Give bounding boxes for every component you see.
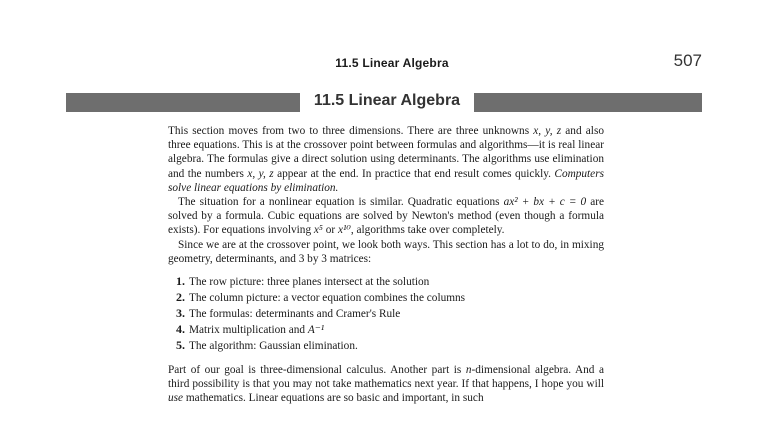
list-item: [176, 306, 604, 322]
paragraph-nonlinear: [168, 195, 604, 238]
text-run: The situation for a nonlinear equation is similar. Quadratic equations: [178, 196, 504, 209]
paragraph-goals: [168, 363, 604, 406]
text-run: mathematics. Linear equations are so basic and important, in such: [183, 392, 484, 405]
math-quadratic: ax² + bx + c = 0: [503, 196, 587, 209]
text-run: or: [322, 224, 338, 237]
list-number: 5.: [176, 338, 185, 353]
math-inverse: A⁻¹: [307, 324, 325, 337]
list-text: The column picture: a vector equation combines the columns: [189, 292, 466, 305]
text-run: This section moves from two to three dimensions. There are three unknowns: [168, 125, 534, 137]
text-run: -dimensional algebra. And a third possibility is that you may not take mathematics next year. If that happens, I hope you will: [168, 364, 604, 391]
text-run: , algorithms take over completely.: [350, 224, 505, 237]
paragraph-crossover: Since we are at the crossover point, we look both ways. This section has a lot to do, in mixing geometry, determinants, and 3 by 3 matrices:: [168, 238, 604, 265]
heading-rule-left: [66, 93, 300, 112]
list-number: 1.: [176, 274, 185, 289]
text-run: are solved by a formula. Cubic equations are solved by Newton's method (even though a formula exists). For equations involving: [168, 196, 604, 237]
list-number: 2.: [176, 290, 185, 305]
emphasis-use: use: [168, 392, 184, 405]
page-number: 507: [673, 51, 702, 70]
math-unknowns: x, y, z: [533, 125, 562, 137]
math-numbers: x, y, z: [247, 167, 274, 180]
list-item: [176, 274, 604, 290]
list-text: The formulas: determinants and Cramer's Rule: [189, 308, 401, 321]
list-item: [176, 290, 604, 306]
running-head: [0, 51, 784, 74]
math-x10: x¹⁰: [337, 224, 351, 237]
body-text: [168, 124, 604, 406]
paragraph-intro: [168, 124, 604, 195]
list-text: Matrix multiplication and: [189, 324, 308, 337]
text-run: and also three equations. This is at the crossover point between formulas and algorithms—it is real linear algebra. The formulas give a direct solution using determinants. The algorithms use elimination and the numbers: [168, 125, 604, 180]
section-heading-bar: [66, 93, 702, 112]
list-text: The row picture: three planes intersect at the solution: [189, 276, 430, 289]
math-n: n: [465, 364, 472, 377]
list-number: 3.: [176, 306, 185, 321]
list-item: [176, 322, 604, 338]
list-number: 4.: [176, 322, 185, 337]
list-item: [176, 338, 604, 354]
list-text: The algorithm: Gaussian elimination.: [189, 340, 358, 353]
heading-rule-right: [474, 93, 702, 112]
running-title: 11.5 Linear Algebra: [335, 56, 449, 70]
emphasis-text: Computers solve linear equations by elimination.: [168, 167, 604, 194]
text-run: appear at the end. In practice that end result comes quickly.: [273, 167, 555, 180]
math-x5: x⁵: [313, 224, 323, 237]
text-run: Part of our goal is three-dimensional calculus. Another part is: [168, 364, 466, 377]
topic-list: [168, 274, 604, 354]
section-title: 11.5 Linear Algebra: [313, 92, 461, 109]
